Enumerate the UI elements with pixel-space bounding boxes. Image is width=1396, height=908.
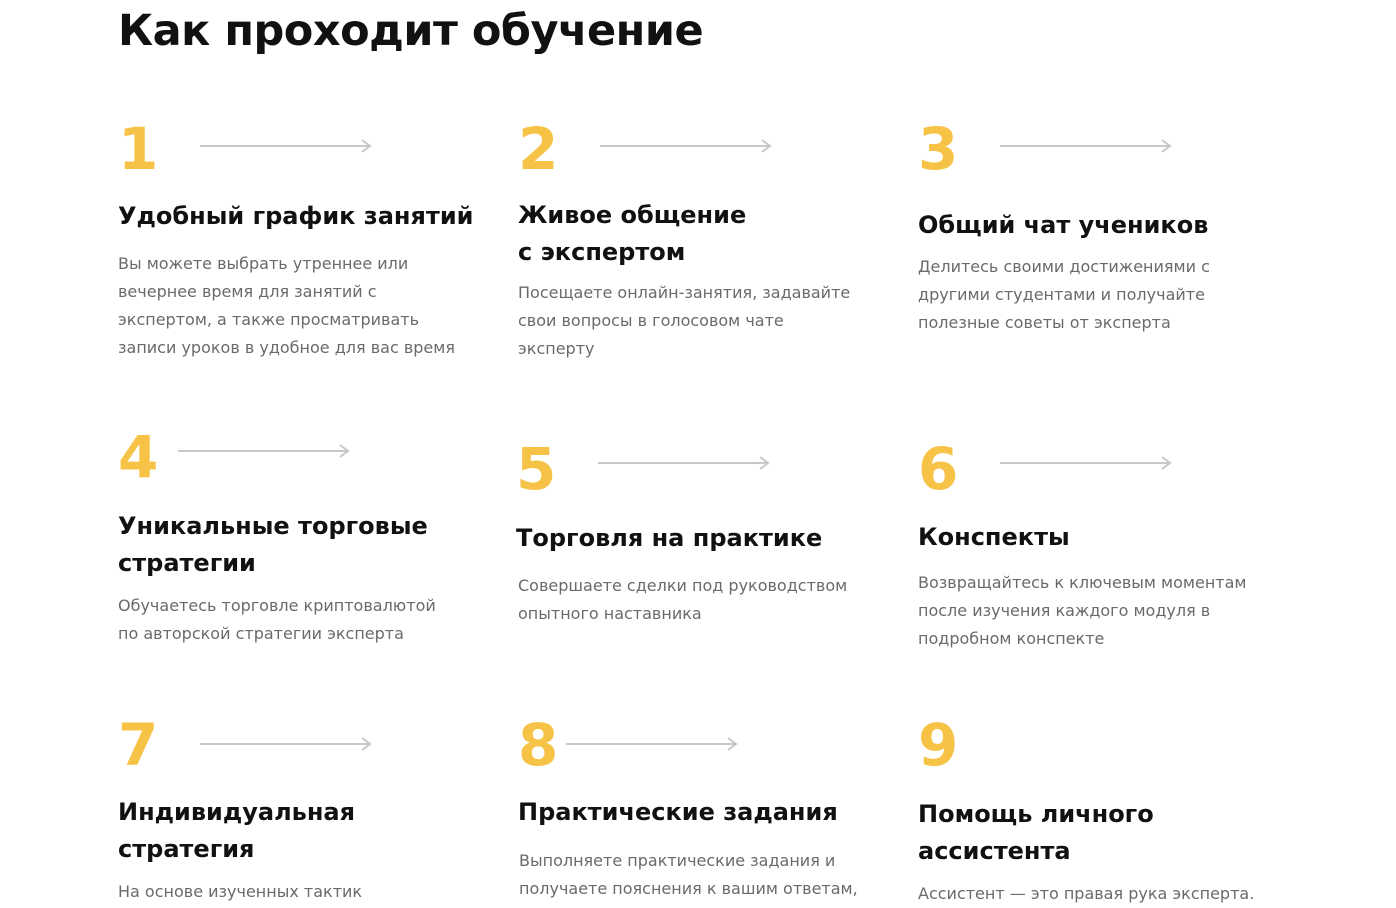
arrow-right-icon [178,444,350,458]
step-description: На основе изученных тактик [118,882,363,901]
step-title: Конспекты [918,523,1070,551]
step-description: Вы можете выбрать утреннее или вечернее время для занятий с экспертом, а также просматривать записи уроков в удобное для вас время [118,254,455,357]
step-description: Совершаете сделки под руководством опытного наставника [518,576,848,623]
step-title: Живое общение с экспертом [518,201,747,266]
step-number: 8 [518,711,559,779]
step-number: 9 [918,711,959,779]
step-number: 3 [918,115,959,183]
arrow-right-icon [600,139,772,153]
step-title: Помощь личного ассистента [918,800,1154,865]
step-title: Удобный график занятий [118,202,474,230]
arrow-right-icon [200,737,372,751]
arrow-right-icon [1000,456,1172,470]
step-title: Индивидуальная стратегия [118,798,356,863]
arrow-right-icon [200,139,372,153]
step-description: Обучаетесь торговле криптовалютой по авторской стратегии эксперта [118,596,436,643]
step-title: Практические задания [518,798,838,826]
arrow-right-icon [598,456,770,470]
step-description: Возвращайтесь к ключевым моментам после изучения каждого модуля в подробном конспекте [918,573,1247,648]
step-title: Уникальные торговые стратегии [118,512,428,577]
arrow-right-icon [566,737,738,751]
step-number: 2 [518,115,559,183]
step-description: Ассистент — это правая рука эксперта. [918,884,1255,903]
page-title: Как проходит обучение [118,6,704,56]
step-number: 4 [118,423,159,491]
step-number: 6 [918,435,959,503]
step-description: Выполняете практические задания и получаете пояснения к вашим ответам, [519,851,858,898]
step-title: Торговля на практике [516,524,823,552]
arrow-right-icon [1000,139,1172,153]
step-description: Делитесь своими достижениями с другими студентами и получайте полезные советы от эксперта [918,257,1210,332]
step-number: 7 [118,711,159,779]
step-title: Общий чат учеников [918,211,1209,239]
step-number: 1 [118,115,159,183]
step-description: Посещаете онлайн-занятия, задавайте свои вопросы в голосовом чате эксперту [518,283,851,358]
step-number: 5 [516,435,557,503]
